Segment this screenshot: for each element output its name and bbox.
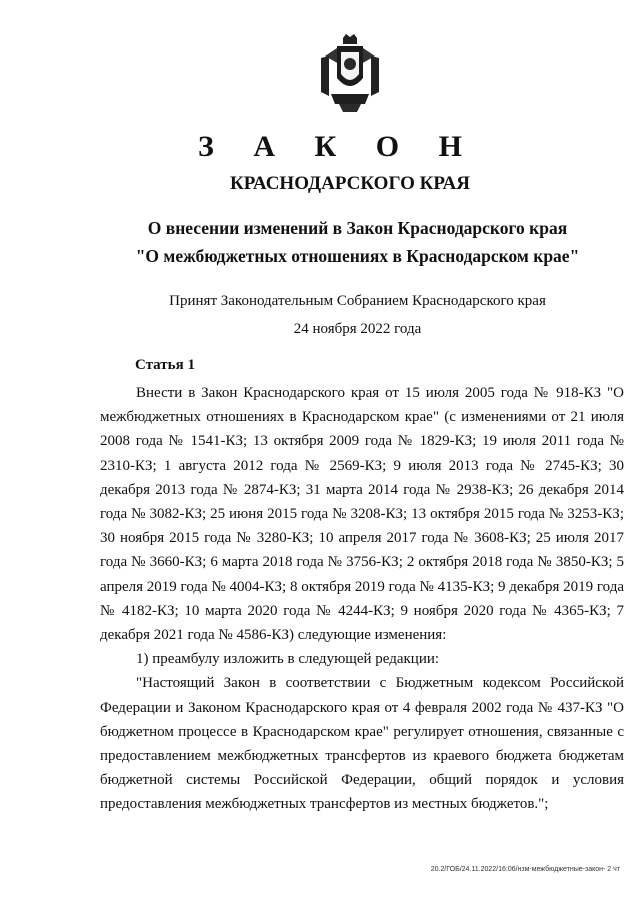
preamble-quote: "Настоящий Закон в соответствии с Бюджетным кодексом Российской Федерации и Законом Краснодарского края от 4 февраля 2002 года № 437-КЗ "О бюджетном процессе в Краснодарском крае" регулирует отношения, связанные с предоставлением межбюджетных трансфертов из краевого бюджета бюджетам бюджетной системы Российской Федерации, общий порядок и условия предоставления межбюджетных трансфертов из местных бюджетов.";: [100, 675, 624, 813]
subject-line-2: "О межбюджетных отношениях в Краснодарском крае": [135, 246, 580, 266]
subject-line-1: О внесении изменений в Закон Краснодарского края: [147, 218, 568, 238]
adoption-date: 24 ноября 2022 года: [293, 321, 422, 337]
region-title: КРАСНОДАРСКОГО КРАЯ: [229, 173, 471, 194]
adopted-by: Принят Законодательным Собранием Краснодарского края: [169, 293, 546, 309]
law-subject: [0, 214, 640, 270]
law-title: З А К О Н: [198, 130, 478, 163]
amendment-item-1: 1) преамбулу изложить в следующей редакции:: [136, 651, 440, 668]
file-reference: 20.2/ГОБ/24.11.2022/16:06/нзм-межбюджетные-закон- 2 чт: [430, 866, 620, 873]
article-intro: Внести в Закон Краснодарского края от 15 июля 2005 года № 918-КЗ "О межбюджетных отношениях в Краснодарском крае" (с изменениями от 21 июля 2008 года № 1541-КЗ; 13 октября 2009 года № 1829-КЗ; 19 июля 2011 года № 2310-КЗ; 1 августа 2012 года № 2569-КЗ; 9 июля 2013 года № 2745-КЗ; 30 декабря 2013 года № 2874-КЗ; 31 марта 2014 года № 2938-КЗ; 26 декабря 2014 года № 3082-КЗ; 25 июня 2015 года № 3208-КЗ; 13 октября 2015 года № 3253-КЗ; 30 ноября 2015 года № 3280-КЗ; 10 апреля 2017 года № 3608-КЗ; 25 июля 2017 года № 3660-КЗ; 6 марта 2018 года № 3756-КЗ; 2 октября 2018 года № 3850-КЗ; 5 апреля 2019 года № 4004-КЗ; 8 октября 2019 года № 4135-КЗ; 9 декабря 2019 года № 4182-КЗ; 10 марта 2020 года № 4244-КЗ; 9 ноября 2020 года № 4365-КЗ; 7 декабря 2021 года № 4586-КЗ) следующие изменения:: [100, 385, 624, 644]
article-heading: Статья 1: [135, 357, 195, 373]
adoption-info: [0, 287, 640, 343]
article-body: [100, 381, 624, 817]
coat-of-arms-emblem: [317, 34, 383, 114]
